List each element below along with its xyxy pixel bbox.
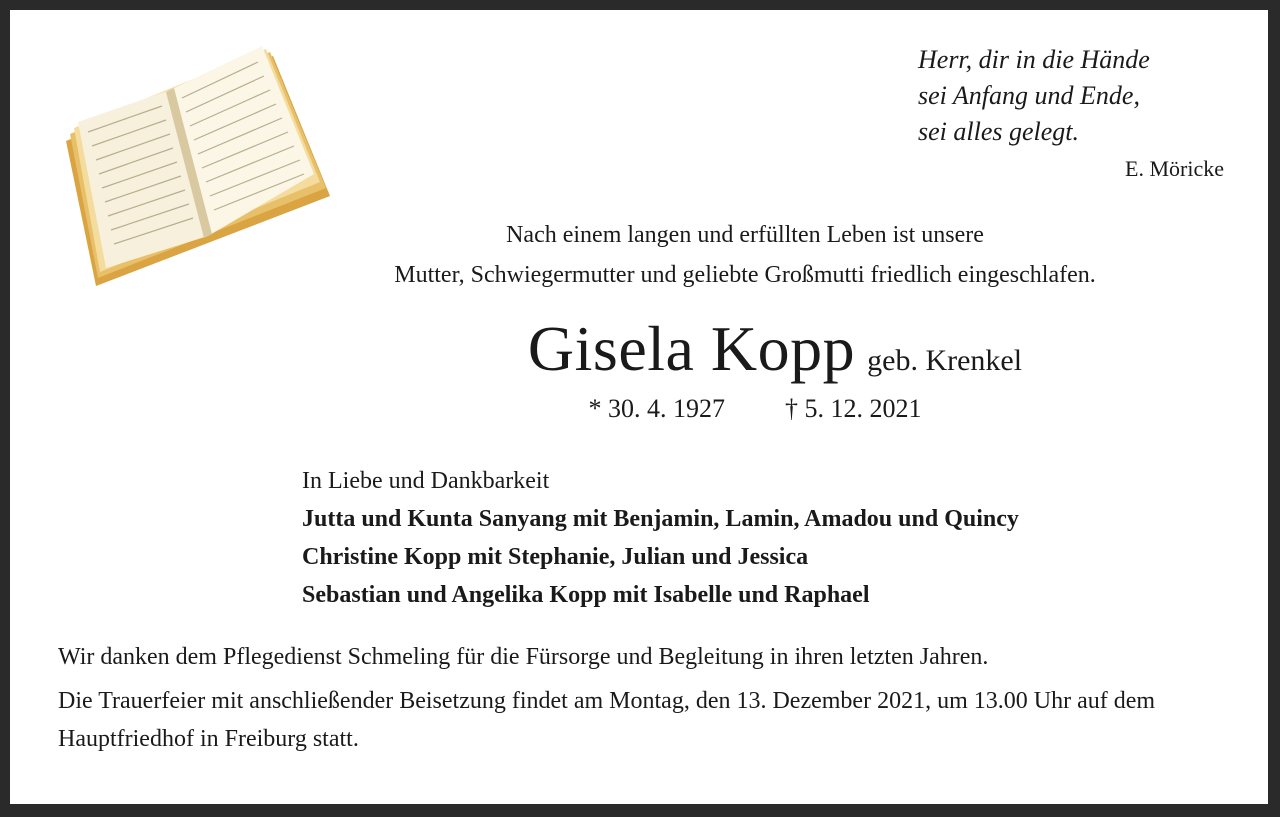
- service-text: Die Trauerfeier mit anschließender Beisetzung findet am Montag, den 13. Dezember 2021, um 13.00 Uhr auf dem Hauptfriedhof in Freiburg statt.: [58, 688, 1156, 752]
- thanks-text: Wir danken dem Pflegedienst Schmeling für die Fürsorge und Begleitung in ihren letzten Jahren.: [58, 644, 989, 670]
- death-date: † 5. 12. 2021: [785, 394, 922, 423]
- mourner-line: Sebastian und Angelika Kopp mit Isabelle und Raphael: [302, 582, 870, 608]
- birth-name: geb. Krenkel: [867, 344, 1023, 377]
- intro-line: Nach einem langen und erfüllten Leben ist unsere: [506, 222, 984, 248]
- intro-line: Mutter, Schwiegermutter und geliebte Großmutti friedlich eingeschlafen.: [394, 262, 1096, 288]
- footer-notes: [58, 638, 1238, 764]
- mourners-heading: In Liebe und Dankbarkeit: [302, 468, 550, 494]
- mourner-line: Jutta und Kunta Sanyang mit Benjamin, Lamin, Amadou und Quincy: [302, 506, 1019, 532]
- quote-author: E. Möricke: [1125, 156, 1224, 181]
- obituary-card: [10, 10, 1268, 804]
- life-dates: [260, 394, 1250, 424]
- birth-date: * 30. 4. 1927: [588, 394, 725, 423]
- mourner-line: Christine Kopp mit Stephanie, Julian und Jessica: [302, 544, 809, 570]
- quote-line: sei Anfang und Ende,: [918, 81, 1140, 110]
- quote-line: Herr, dir in die Hände: [918, 45, 1150, 74]
- quote-line: sei alles gelegt.: [918, 117, 1080, 146]
- intro-text: [260, 215, 1230, 295]
- quote: [918, 42, 1238, 150]
- deceased-name-row: [260, 312, 1280, 386]
- mourners-section: [302, 462, 1242, 614]
- deceased-name: Gisela Kopp: [527, 313, 856, 384]
